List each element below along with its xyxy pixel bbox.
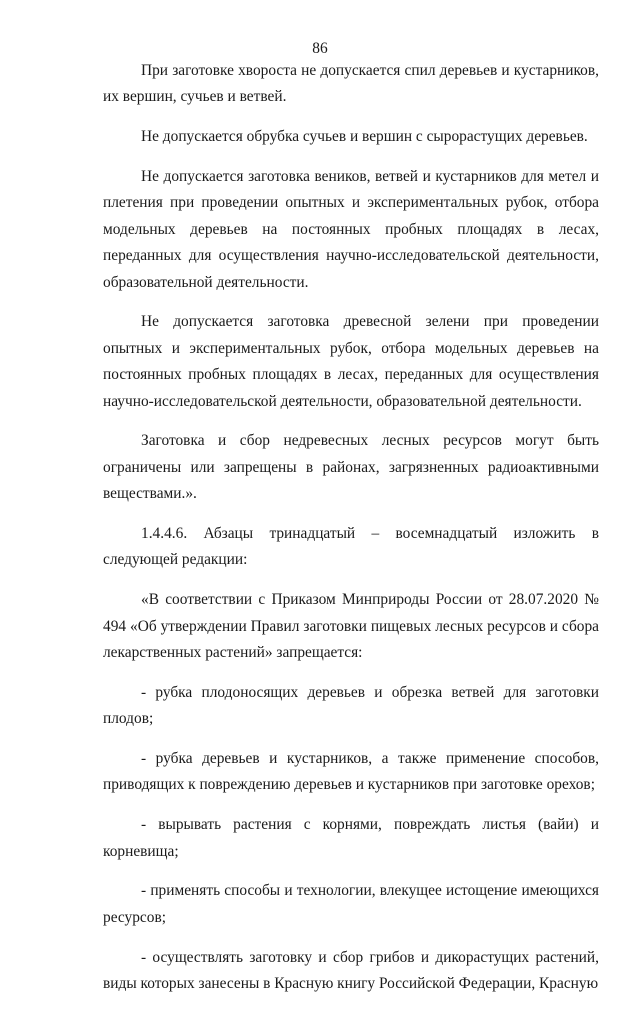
paragraph-10: - вырывать растения с корнями, повреждать листья (вайи) и корневища; [103, 816, 599, 860]
document-body [103, 58, 599, 1011]
paragraph-3: Не допускается заготовка веников, ветвей и кустарников для метел и плетения при проведении опытных и экспериментальных рубок, отбора модельных деревьев на постоянных пробных площадях в лесах, переданных для осуществления научно-исследовательской деятельности, образовательной деятельности. [103, 168, 599, 291]
paragraph-7: «В соответствии с Приказом Минприроды России от 28.07.2020 № 494 «Об утверждении Правил заготовки пищевых лесных ресурсов и сбора лекарственных растений» запрещается: [103, 591, 599, 662]
page-number: 86 [312, 40, 328, 57]
paragraph-2: Не допускается обрубка сучьев и вершин с сырорастущих деревьев. [141, 128, 588, 146]
paragraph-11: - применять способы и технологии, влекущее истощение имеющихся ресурсов; [103, 882, 599, 926]
paragraph-4: Не допускается заготовка древесной зелени при проведении опытных и экспериментальных рубок, отбора модельных деревьев на постоянных пробных площадях в лесах, переданных для осуществления научно-исследовательской деятельности, образовательной деятельности. [103, 313, 599, 410]
paragraph-1: При заготовке хвороста не допускается спил деревьев и кустарников, их вершин, сучьев и ветвей. [103, 62, 599, 106]
paragraph-8: - рубка плодоносящих деревьев и обрезка ветвей для заготовки плодов; [103, 683, 599, 728]
paragraph-6: 1.4.4.6. Абзацы тринадцатый – восемнадцатый изложить в следующей редакции: [103, 525, 599, 569]
paragraph-12: - осуществлять заготовку и сбор грибов и дикорастущих растений, виды которых занесены в Красную книгу Российской Федерации, Красную [103, 948, 599, 993]
paragraph-9: - рубка деревьев и кустарников, а также применение способов, приводящих к повреждению деревьев и кустарников при заготовке орехов; [103, 750, 599, 794]
paragraph-5: Заготовка и сбор недревесных лесных ресурсов могут быть ограничены или запрещены в районах, загрязненных радиоактивными веществами.». [103, 432, 599, 503]
